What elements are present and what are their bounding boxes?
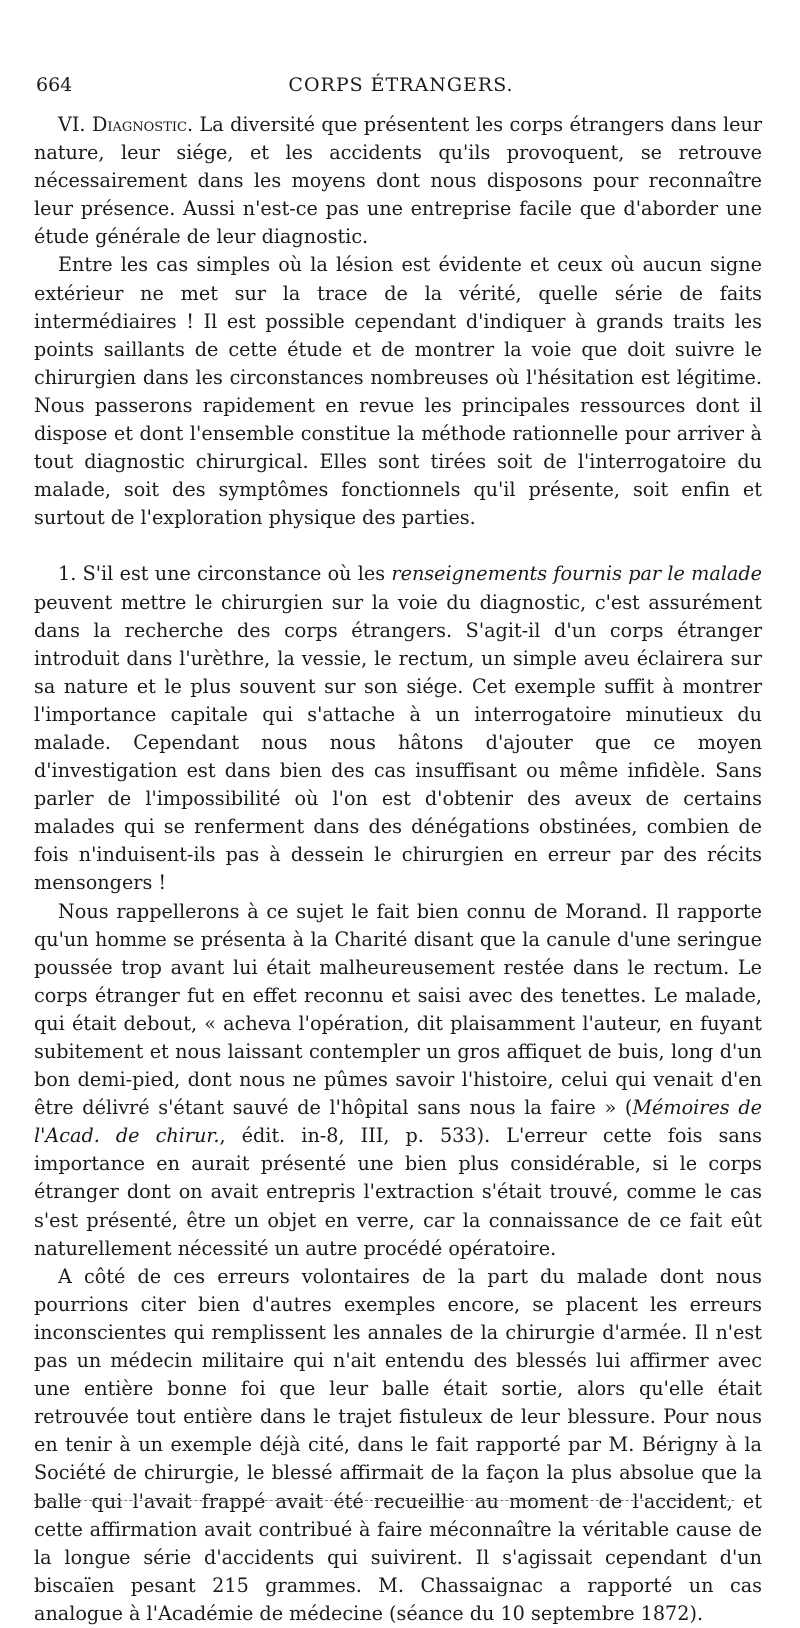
footer-rule — [34, 1500, 734, 1501]
citation-title: Mémoires de l'Acad. de chirur. — [34, 1096, 762, 1148]
paragraph-text: S'il est une circonstance où les — [82, 562, 386, 586]
paragraph-morand — [34, 898, 762, 1263]
section-diagnostic-intro — [34, 111, 762, 251]
page-header — [36, 74, 766, 102]
paragraph-text: , édit. in-8, III, p. 533). L'erreur cette fois sans importance en aurait présenté une bien plus considérable, si le corps étranger dont on avait entrepris l'extraction s'était trouvé, comme le cas s'est présenté, être un objet en verre, car la connaissance de ce fait eût naturellement nécessité un autre procédé opératoire. — [34, 1124, 762, 1260]
page-number: 664 — [36, 74, 73, 96]
paragraph-text: La diversité que présentent les corps étrangers dans leur nature, leur siége, et les accidents qu'ils provoquent, se retrouve nécessairement dans les moyens dont nous disposons pour reconnaître leur présence. Aussi n'est-ce pas une entreprise facile que d'aborder une étude générale de leur diagnostic. — [34, 113, 763, 249]
paragraph-item-1 — [34, 560, 762, 897]
paragraph-text: peuvent mettre le chirurgien sur la voie du diagnostic, c'est assurément dans la recherche des corps étrangers. S'agit-il d'un corps étranger introduit dans l'urèthre, la vessie, le rectum, un simple aveu éclairera sur sa nature et le plus souvent sur son siége. Cet exemple suffit à montrer l'importance capitale qui s'attache à un interrogatoire minutieux du malade. Cependant nous nous hâtons d'ajouter que ce moyen d'investigation est dans bien des cas insuffisant ou même infidèle. Sans parler de l'impossibilité où l'on est d'obtenir des aveux de certains malades qui se renferment dans des dénégations obstinées, combien de fois n'induisent-ils pas à dessein le chirurgien en erreur par des récits mensongers ! — [34, 590, 762, 895]
page-body — [34, 111, 762, 1628]
paragraph-text: Nous rappellerons à ce sujet le fait bien connu de Morand. Il rapporte qu'un homme se présenta à la Charité disant que la canule d'une seringue poussée trop avant lui était malheureusement restée dans le rectum. Le corps étranger fut en effet reconnu et saisi avec des tenettes. Le malade, qui était debout, « acheva l'opération, dit plaisamment l'auteur, en fuyant subitement et nous laissant contempler un gros affiquet de buis, long d'un bon demi-pied, dont nous ne pûmes savoir l'histoire, celui qui venait d'en être délivré s'étant sauvé de l'hôpital sans nous la faire » ( — [34, 899, 762, 1120]
item-number: 1. — [58, 562, 77, 586]
section-title: Diagnostic. — [91, 113, 194, 136]
paragraph-military: A côté de ces erreurs volontaires de la part du malade dont nous pourrions citer bien d'autres exemples encore, se placent les erreurs inconscientes qui remplissent les annales de la chirurgie d'armée. Il n'est pas un médecin militaire qui n'ait entendu des blessés lui affirmer avec une entière bonne foi que leur balle était sortie, alors qu'elle était retrouvée tout entière dans le trajet fistuleux de leur blessure. Pour nous en tenir à un exemple déjà cité, dans le fait rapporté par M. Bérigny à la Société de chirurgie, le blessé affirmait de la façon la plus absolue que la balle qui l'avait frappé avait été recueillie au moment de l'accident, et cette affirmation avait contribué à faire méconnaître la véritable cause de la longue série d'accidents qui suivirent. Il s'agissait cependant d'un biscaïen pesant 215 grammes. M. Chassaignac a rapporté un cas analogue à l'Académie de médecine (séance du 10 septembre 1872). — [34, 1264, 762, 1625]
running-title: CORPS ÉTRANGERS. — [288, 74, 514, 96]
section-number: VI. — [58, 113, 86, 136]
paragraph-cases: Entre les cas simples où la lésion est évidente et ceux où aucun signe extérieur ne met sur la trace de la vérité, quelle série de faits intermédiaires ! Il est possible cependant d'indiquer à grands traits les points saillants de cette étude et de montrer la voie que doit suivre le chirurgien dans les circonstances nombreuses où l'hésitation est légitime. Nous passerons rapidement en revue les principales ressources dont il dispose et dont l'ensemble constitue la méthode rationnelle pour arriver à tout diagnostic chirurgical. Elles sont tirées soit de l'interrogatoire du malade, soit des symptômes fonctionnels qu'il présente, soit enfin et surtout de l'exploration physique des parties. — [34, 253, 762, 530]
emphasis-text: renseignements fournis par le malade — [391, 562, 762, 586]
